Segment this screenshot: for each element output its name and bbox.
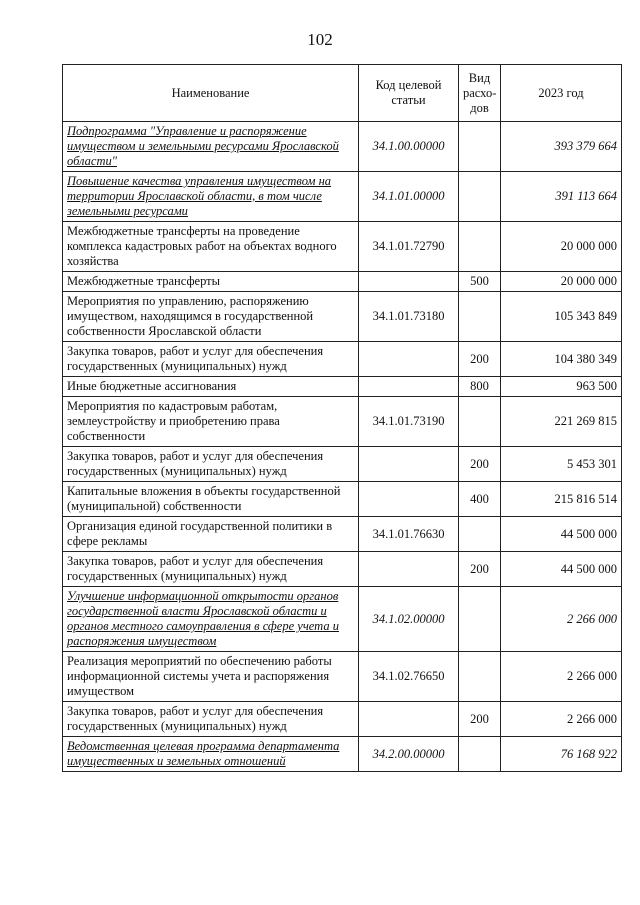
table-row: [63, 447, 622, 482]
row-code: 34.1.02.00000: [359, 587, 459, 652]
row-amount: 20 000 000: [501, 222, 622, 272]
header-code: Код целевой статьи: [359, 65, 459, 122]
row-type: 200: [459, 702, 501, 737]
row-amount: 215 816 514: [501, 482, 622, 517]
row-name: Закупка товаров, работ и услуг для обеспечения государственных (муниципальных) нужд: [63, 552, 359, 587]
row-name: Улучшение информационной открытости органов государственной власти Ярославской области и органов местного самоуправления в сфере учета и распоряжения имуществом: [63, 587, 359, 652]
row-code: [359, 272, 459, 292]
row-code: 34.1.01.76630: [359, 517, 459, 552]
row-code: 34.1.00.00000: [359, 122, 459, 172]
table-row: [63, 702, 622, 737]
row-type: [459, 737, 501, 772]
row-type: [459, 517, 501, 552]
row-type: 200: [459, 447, 501, 482]
row-amount: 2 266 000: [501, 652, 622, 702]
header-amount: 2023 год: [501, 65, 622, 122]
row-name: Иные бюджетные ассигнования: [63, 377, 359, 397]
table-row: [63, 552, 622, 587]
row-name: Межбюджетные трансферты на проведение комплекса кадастровых работ на объектах водного хозяйства: [63, 222, 359, 272]
row-amount: 76 168 922: [501, 737, 622, 772]
row-amount: 20 000 000: [501, 272, 622, 292]
row-type: [459, 122, 501, 172]
row-name: Мероприятия по управлению, распоряжению имуществом, находящимся в государственной собственности Ярославской области: [63, 292, 359, 342]
row-type: 500: [459, 272, 501, 292]
row-code: 34.1.01.73180: [359, 292, 459, 342]
budget-table: [62, 64, 622, 772]
row-code: [359, 377, 459, 397]
row-code: 34.1.02.76650: [359, 652, 459, 702]
table-row: [63, 652, 622, 702]
row-name: Организация единой государственной политики в сфере рекламы: [63, 517, 359, 552]
table-row: [63, 222, 622, 272]
row-code: 34.1.01.00000: [359, 172, 459, 222]
header-type: Вид расхо-дов: [459, 65, 501, 122]
table-row: [63, 122, 622, 172]
row-amount: 393 379 664: [501, 122, 622, 172]
row-amount: 2 266 000: [501, 702, 622, 737]
table-row: [63, 377, 622, 397]
table-row: [63, 172, 622, 222]
row-code: [359, 482, 459, 517]
table-header-row: [63, 65, 622, 122]
row-code: [359, 342, 459, 377]
row-code: 34.2.00.00000: [359, 737, 459, 772]
row-code: 34.1.01.73190: [359, 397, 459, 447]
row-type: [459, 172, 501, 222]
row-amount: 2 266 000: [501, 587, 622, 652]
row-amount: 44 500 000: [501, 552, 622, 587]
row-type: [459, 397, 501, 447]
row-name: Повышение качества управления имуществом на территории Ярославской области, в том числе земельными ресурсами: [63, 172, 359, 222]
row-type: 400: [459, 482, 501, 517]
row-name: Мероприятия по кадастровым работам, землеустройству и приобретению права собственности: [63, 397, 359, 447]
header-name: Наименование: [63, 65, 359, 122]
row-name: Ведомственная целевая программа департамента имущественных и земельных отношений: [63, 737, 359, 772]
row-type: 200: [459, 552, 501, 587]
row-type: [459, 292, 501, 342]
table-row: [63, 292, 622, 342]
table-row: [63, 342, 622, 377]
page-number: 102: [307, 30, 333, 49]
row-amount: 391 113 664: [501, 172, 622, 222]
row-amount: 104 380 349: [501, 342, 622, 377]
table-row: [63, 587, 622, 652]
row-name: Закупка товаров, работ и услуг для обеспечения государственных (муниципальных) нужд: [63, 447, 359, 482]
table-row: [63, 272, 622, 292]
row-amount: 105 343 849: [501, 292, 622, 342]
row-name: Межбюджетные трансферты: [63, 272, 359, 292]
row-name: Подпрограмма "Управление и распоряжение имуществом и земельными ресурсами Ярославской области": [63, 122, 359, 172]
row-code: [359, 552, 459, 587]
row-code: [359, 702, 459, 737]
row-name: Закупка товаров, работ и услуг для обеспечения государственных (муниципальных) нужд: [63, 342, 359, 377]
row-amount: 5 453 301: [501, 447, 622, 482]
table-row: [63, 397, 622, 447]
row-amount: 963 500: [501, 377, 622, 397]
row-type: [459, 222, 501, 272]
row-code: [359, 447, 459, 482]
row-amount: 221 269 815: [501, 397, 622, 447]
table-row: [63, 737, 622, 772]
row-type: 200: [459, 342, 501, 377]
row-type: [459, 652, 501, 702]
table-row: [63, 517, 622, 552]
table-row: [63, 482, 622, 517]
row-name: Реализация мероприятий по обеспечению работы информационной системы учета и распоряжения имуществом: [63, 652, 359, 702]
row-name: Капитальные вложения в объекты государственной (муниципальной) собственности: [63, 482, 359, 517]
row-amount: 44 500 000: [501, 517, 622, 552]
row-type: 800: [459, 377, 501, 397]
row-name: Закупка товаров, работ и услуг для обеспечения государственных (муниципальных) нужд: [63, 702, 359, 737]
row-code: 34.1.01.72790: [359, 222, 459, 272]
row-type: [459, 587, 501, 652]
